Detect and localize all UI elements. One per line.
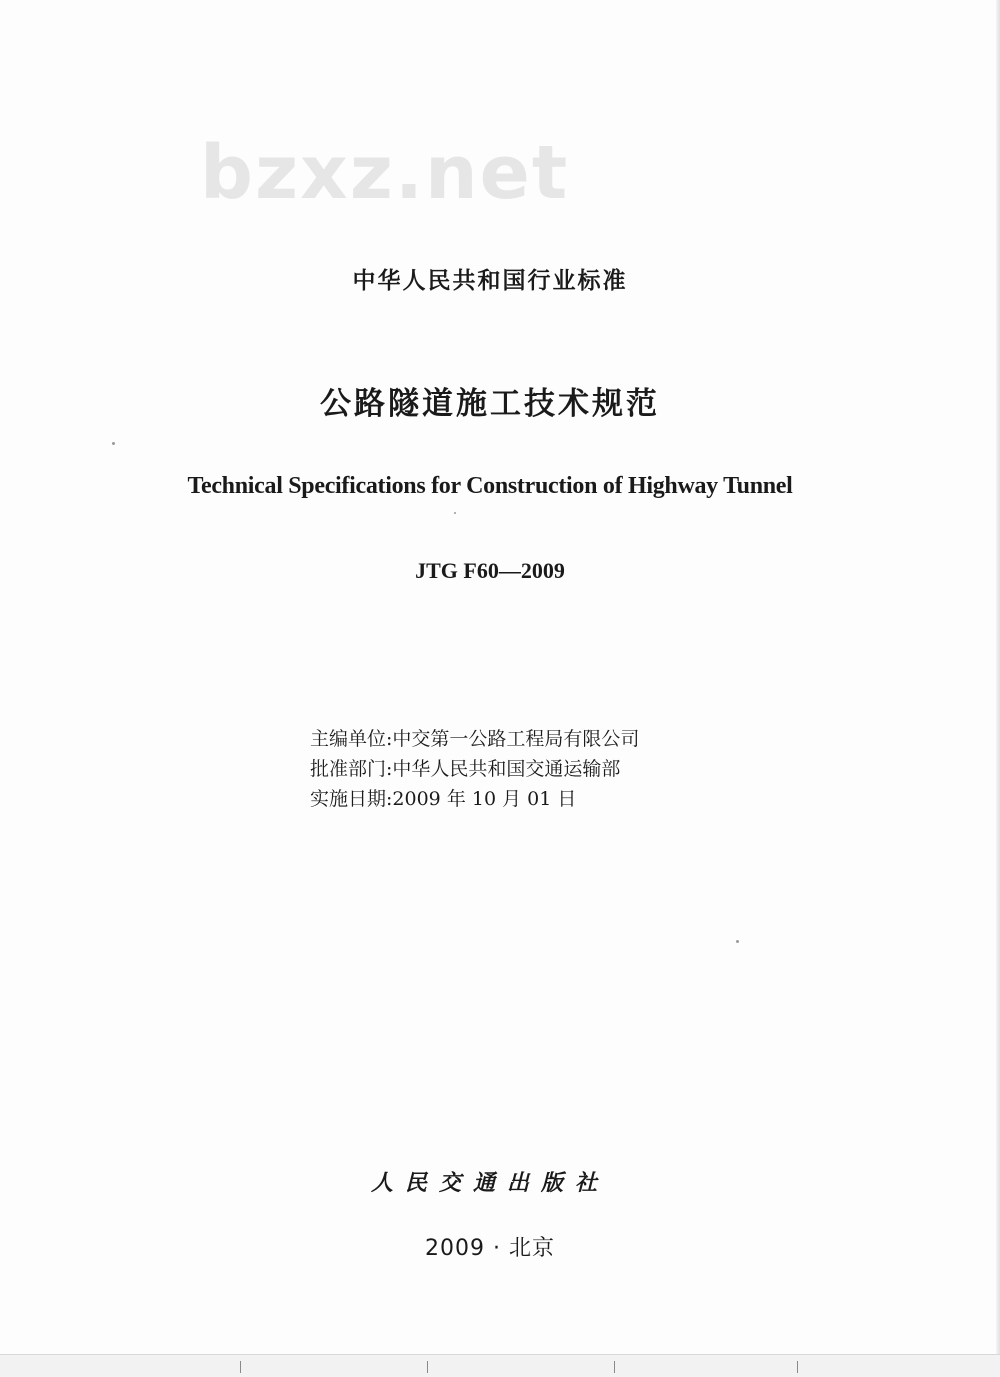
document-title-chinese: 公路隧道施工技术规范 (320, 386, 660, 422)
scan-bottom-edge (0, 1354, 1000, 1377)
metadata-label: 批准部门 (310, 758, 387, 780)
metadata-row-effective-date (310, 784, 639, 814)
scan-speck (736, 940, 739, 943)
watermark: bzxz.net (200, 130, 570, 216)
scan-tick (240, 1361, 241, 1373)
metadata-value: 中华人民共和国交通运输部 (392, 758, 621, 780)
scan-tick (427, 1361, 428, 1373)
scan-tick (614, 1361, 615, 1373)
metadata-separator: : (386, 728, 393, 750)
metadata-separator: : (386, 758, 393, 780)
page-edge-shadow (996, 0, 1000, 1377)
publication-place-date: 2009 · 北京 (425, 1236, 555, 1261)
metadata-label: 实施日期 (310, 788, 387, 810)
document-metadata (310, 724, 639, 814)
scan-tick (797, 1361, 798, 1373)
scan-speck (454, 512, 456, 514)
publisher-name: 人民交通出版社 (370, 1170, 609, 1196)
metadata-value: 中交第一公路工程局有限公司 (392, 728, 640, 750)
metadata-row-editor (310, 724, 639, 754)
standard-code: JTG F60—2009 (415, 558, 565, 583)
metadata-label: 主编单位 (310, 728, 387, 750)
scan-speck (112, 442, 115, 445)
metadata-separator: : (386, 788, 393, 810)
document-title-english: Technical Specifications for Construction of Highway Tunnel (187, 473, 793, 499)
metadata-value: 2009 年 10 月 01 日 (392, 788, 577, 810)
industry-standard-heading: 中华人民共和国行业标准 (352, 268, 628, 294)
metadata-row-approver (310, 754, 639, 784)
